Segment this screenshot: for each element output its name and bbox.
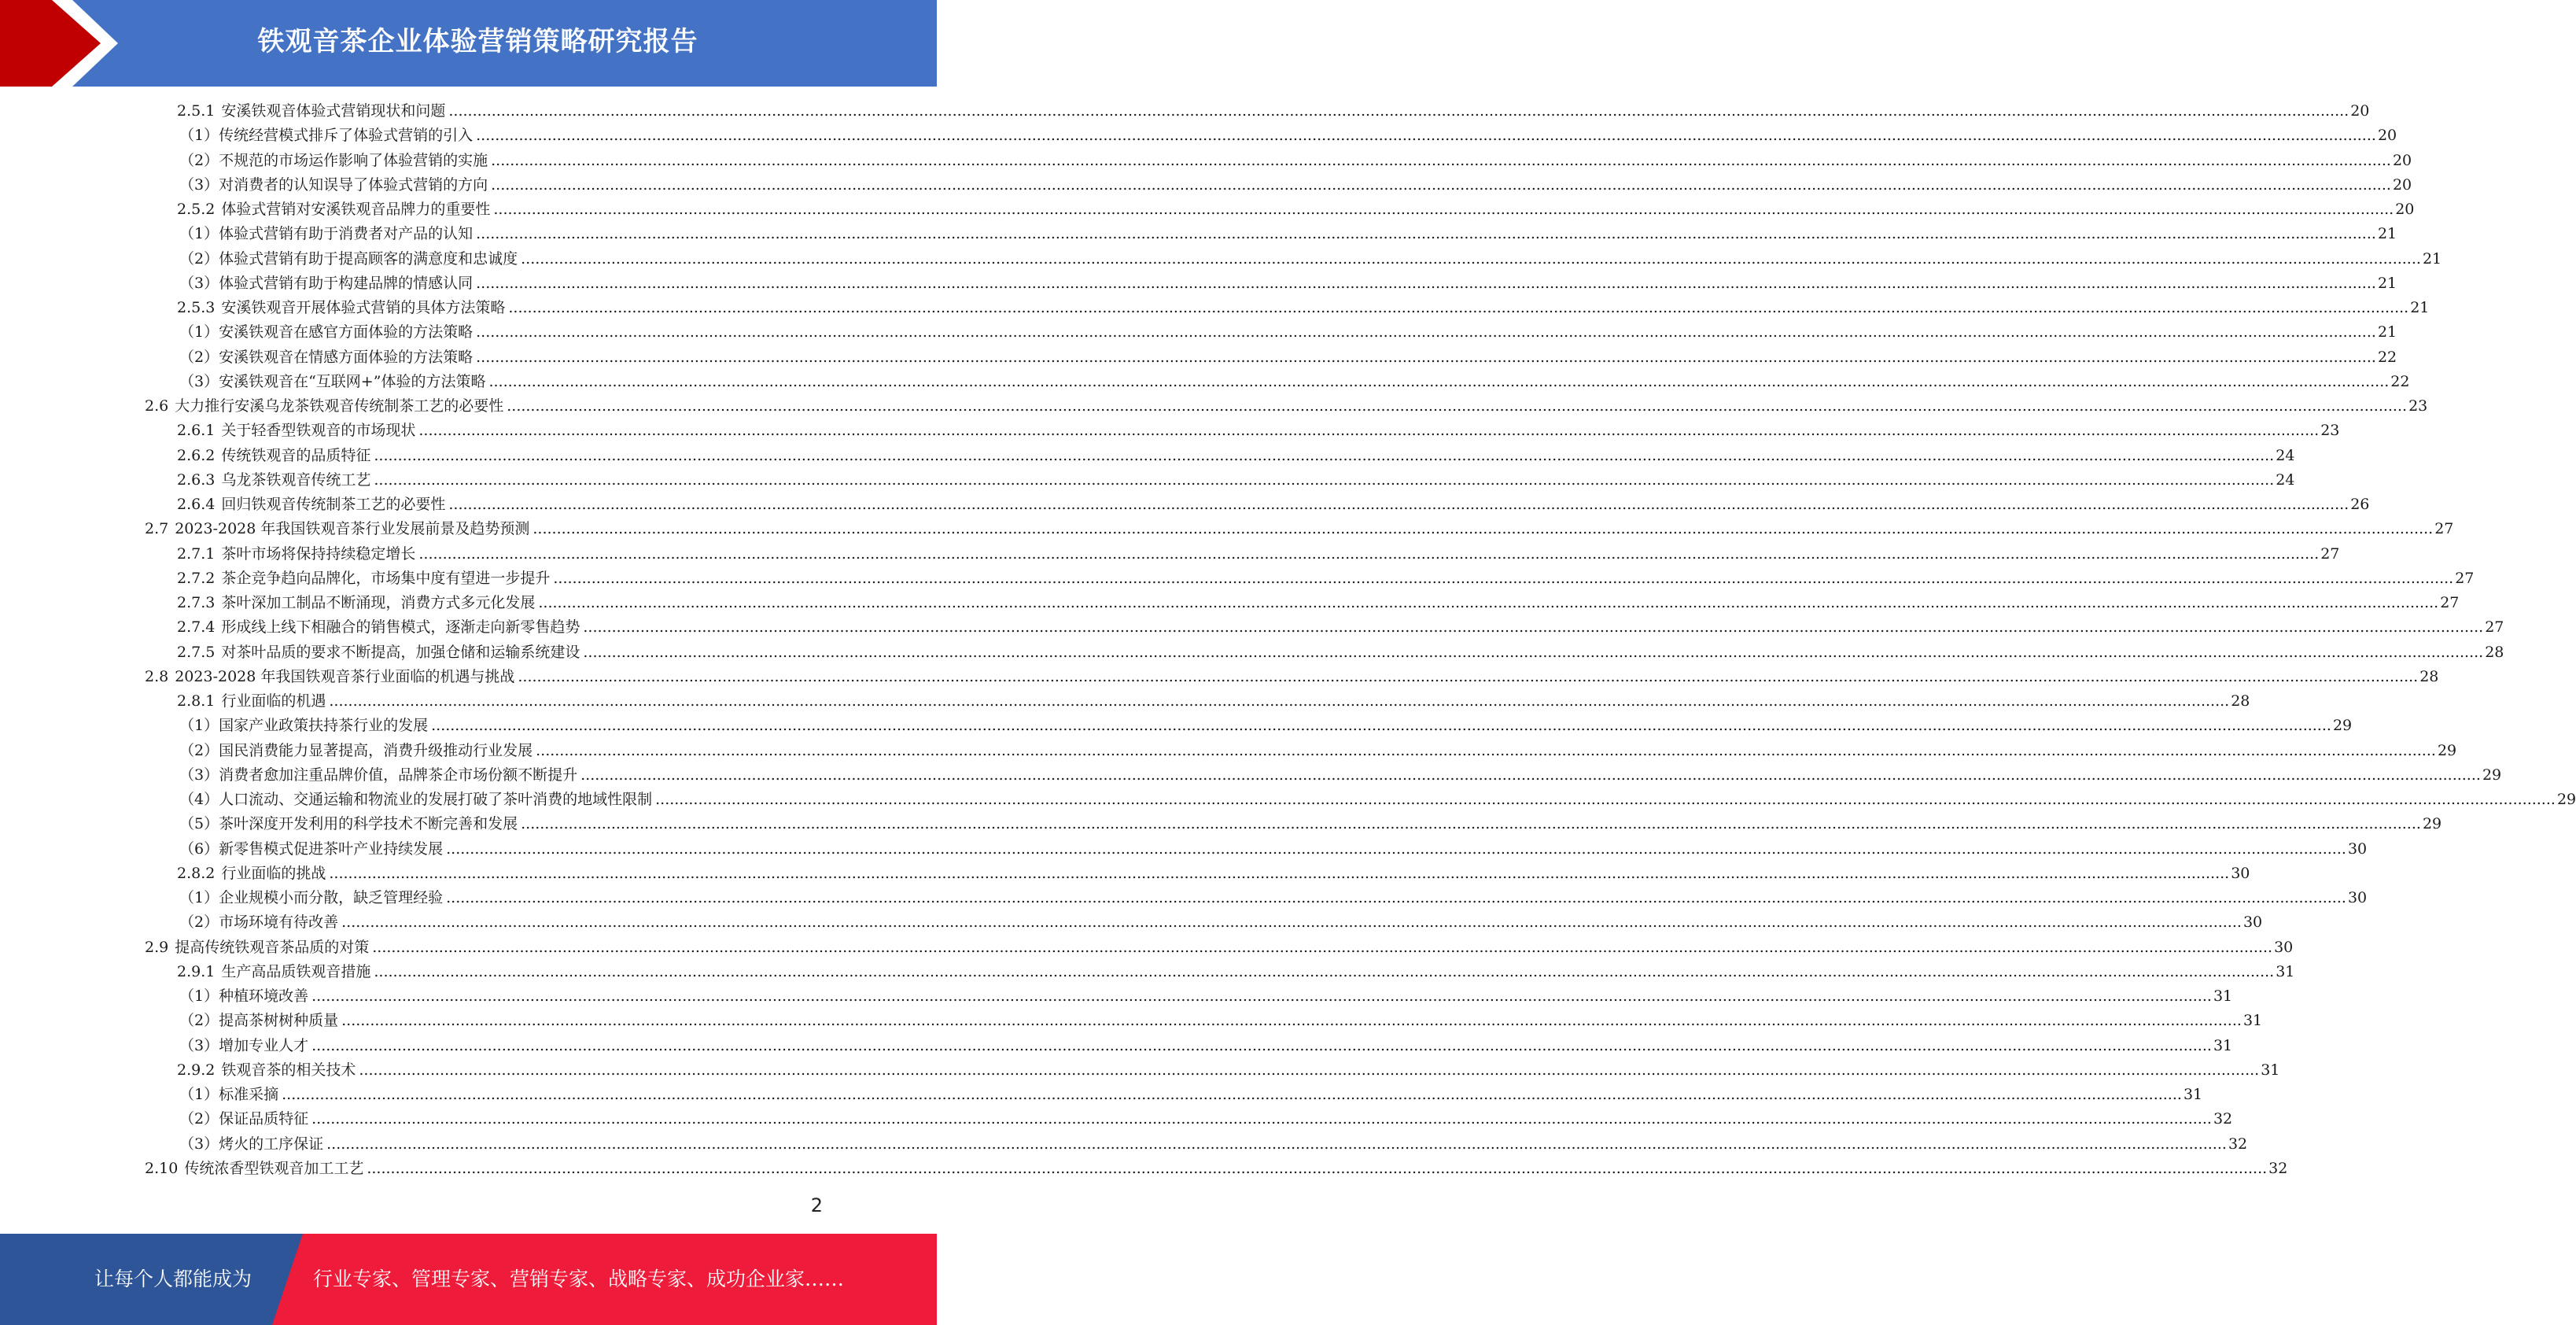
toc-dot-leader: ................................................................................................................................................................................................................................................................................................................................................................................................................ bbox=[448, 102, 2349, 120]
toc-entry[interactable] bbox=[0, 714, 2353, 738]
footer-slogan-left: 让每个人都能成为 bbox=[94, 1268, 252, 1290]
toc-entry-title: 体验式营销有助于提高顾客的满意度和忠诚度 bbox=[219, 249, 518, 268]
toc-entry-title: 2023-2028 年我国铁观音茶行业面临的机遇与挑战 bbox=[175, 667, 515, 685]
toc-entry-title: 茶叶市场将保持持续稳定增长 bbox=[221, 544, 416, 563]
toc-entry-number: （3） bbox=[179, 766, 219, 784]
toc-entry[interactable] bbox=[0, 149, 2412, 173]
toc-entry-number: 2.5.2 bbox=[177, 201, 216, 218]
toc-entry-page: 30 bbox=[2347, 840, 2368, 858]
toc-dot-leader: ................................................................................................................................................................................................................................................................................................................................................................................................................ bbox=[493, 201, 2394, 218]
toc-entry-title: 形成线上线下相融合的销售模式，逐渐走向新零售趋势 bbox=[221, 618, 580, 637]
toc-dot-leader: ................................................................................................................................................................................................................................................................................................................................................................................................................ bbox=[488, 372, 2390, 390]
toc-entry-title: 行业面临的挑战 bbox=[221, 864, 326, 882]
report-title: 铁观音茶企业体验营销策略研究报告 bbox=[257, 26, 698, 57]
toc-entry-number: （3） bbox=[179, 372, 219, 390]
toc-entry[interactable] bbox=[0, 910, 2263, 935]
toc-entry-number: 2.7.2 bbox=[177, 569, 216, 587]
toc-entry[interactable] bbox=[0, 567, 2475, 591]
toc-entry[interactable] bbox=[0, 1157, 2288, 1181]
page-number: 2 bbox=[810, 1194, 823, 1216]
toc-entry-page: 29 bbox=[2332, 717, 2353, 735]
toc-entry-title: 体验式营销有助于消费者对产品的认知 bbox=[219, 225, 474, 243]
toc-entry[interactable] bbox=[0, 468, 2295, 493]
toc-entry-number: 2.6.1 bbox=[177, 422, 216, 440]
toc-entry[interactable] bbox=[0, 1132, 2248, 1157]
toc-entry-page: 24 bbox=[2276, 446, 2295, 464]
toc-entry-page: 27 bbox=[2440, 594, 2460, 611]
toc-entry-title: 新零售模式促进茶叶产业持续发展 bbox=[219, 840, 444, 858]
toc-entry-page: 27 bbox=[2455, 569, 2475, 587]
toc-entry-number: 2.6.4 bbox=[177, 496, 216, 513]
toc-entry-page: 28 bbox=[2419, 667, 2439, 685]
toc-entry[interactable] bbox=[0, 763, 2502, 788]
toc-entry-page: 30 bbox=[2231, 864, 2250, 882]
toc-entry-title: 国民消费能力显著提高，消费升级推动行业发展 bbox=[219, 741, 533, 759]
toc-dot-leader: ................................................................................................................................................................................................................................................................................................................................................................................................................ bbox=[476, 225, 2376, 243]
page-footer bbox=[0, 1234, 937, 1325]
toc-entry[interactable] bbox=[0, 640, 2504, 665]
toc-entry-number: （4） bbox=[179, 791, 219, 808]
toc-dot-leader: ................................................................................................................................................................................................................................................................................................................................................................................................................ bbox=[448, 496, 2349, 513]
toc-entry-number: 2.8.1 bbox=[177, 692, 216, 710]
toc-dot-leader: ................................................................................................................................................................................................................................................................................................................................................................................................................ bbox=[521, 249, 2421, 268]
toc-entry-title: 人口流动、交通运输和物流业的发展打破了茶叶消费的地域性限制 bbox=[219, 791, 653, 808]
toc-dot-leader: ................................................................................................................................................................................................................................................................................................................................................................................................................ bbox=[507, 397, 2408, 415]
toc-entry-number: （2） bbox=[179, 348, 219, 366]
toc-entry[interactable] bbox=[0, 444, 2295, 468]
toc-entry-title: 回归铁观音传统制茶工艺的必要性 bbox=[221, 496, 446, 513]
toc-entry-title: 铁观音茶的相关技术 bbox=[221, 1061, 356, 1079]
toc-entry-number: 2.7.3 bbox=[177, 594, 216, 611]
toc-dot-leader: ................................................................................................................................................................................................................................................................................................................................................................................................................ bbox=[491, 175, 2391, 194]
toc-entry-number: （1） bbox=[179, 717, 219, 735]
toc-entry[interactable] bbox=[0, 788, 2576, 812]
toc-entry[interactable] bbox=[0, 197, 2415, 222]
toc-entry[interactable] bbox=[0, 1058, 2280, 1083]
toc-entry-page: 20 bbox=[2377, 127, 2397, 145]
toc-dot-leader: ................................................................................................................................................................................................................................................................................................................................................................................................................ bbox=[329, 692, 2230, 710]
toc-entry[interactable] bbox=[0, 493, 2370, 517]
toc-entry-title: 消费者愈加注重品牌价值，品牌茶企市场份额不断提升 bbox=[219, 766, 578, 784]
page-header bbox=[0, 0, 937, 87]
toc-dot-leader: ................................................................................................................................................................................................................................................................................................................................................................................................................ bbox=[372, 938, 2273, 956]
toc-dot-leader: ................................................................................................................................................................................................................................................................................................................................................................................................................ bbox=[553, 569, 2454, 587]
toc-entry-title: 茶叶深加工制品不断涌现，消费方式多元化发展 bbox=[221, 594, 536, 611]
toc-entry-number: （2） bbox=[179, 1110, 219, 1128]
toc-dot-leader: ................................................................................................................................................................................................................................................................................................................................................................................................................ bbox=[583, 618, 2484, 637]
toc-entry[interactable] bbox=[0, 615, 2504, 640]
toc-entry-title: 安溪铁观音在“互联网+”体验的方法策略 bbox=[219, 372, 486, 390]
toc-dot-leader: ................................................................................................................................................................................................................................................................................................................................................................................................................ bbox=[311, 1110, 2212, 1128]
toc-entry-number: （5） bbox=[179, 815, 219, 833]
toc-entry-title: 对茶叶品质的要求不断提高，加强仓储和运输系统建设 bbox=[221, 643, 580, 661]
toc-entry-number: （1） bbox=[179, 323, 219, 341]
toc-entry-number: 2.8 bbox=[145, 667, 169, 685]
toc-entry-title: 保证品质特征 bbox=[219, 1110, 309, 1128]
toc-entry[interactable] bbox=[0, 960, 2295, 984]
toc-entry[interactable] bbox=[0, 247, 2442, 271]
toc-entry-page: 29 bbox=[2437, 741, 2457, 759]
toc-dot-leader: ................................................................................................................................................................................................................................................................................................................................................................................................................ bbox=[491, 151, 2391, 169]
toc-entry-number: （1） bbox=[179, 225, 219, 243]
toc-entry[interactable] bbox=[0, 542, 2340, 567]
toc-entry-number: 2.9 bbox=[145, 938, 169, 956]
toc-dot-leader: ................................................................................................................................................................................................................................................................................................................................................................................................................ bbox=[521, 815, 2421, 833]
toc-entry[interactable] bbox=[0, 1009, 2263, 1033]
toc-dot-leader: ................................................................................................................................................................................................................................................................................................................................................................................................................ bbox=[341, 1012, 2242, 1030]
toc-entry-page: 27 bbox=[2434, 520, 2454, 538]
toc-entry-title: 大力推行安溪乌龙茶铁观音传统制茶工艺的必要性 bbox=[175, 397, 504, 415]
toc-entry-page: 31 bbox=[2183, 1086, 2203, 1103]
toc-dot-leader: ................................................................................................................................................................................................................................................................................................................................................................................................................ bbox=[329, 864, 2230, 882]
toc-entry-number: 2.5.3 bbox=[177, 299, 216, 316]
toc-entry-number: （1） bbox=[179, 889, 219, 906]
toc-entry[interactable] bbox=[0, 665, 2439, 689]
toc-entry-title: 增加专业人才 bbox=[219, 1036, 309, 1054]
toc-entry-title: 行业面临的机遇 bbox=[221, 692, 326, 710]
toc-entry[interactable] bbox=[0, 345, 2397, 370]
toc-dot-leader: ................................................................................................................................................................................................................................................................................................................................................................................................................ bbox=[418, 544, 2320, 563]
toc-dot-leader: ................................................................................................................................................................................................................................................................................................................................................................................................................ bbox=[311, 987, 2212, 1005]
toc-entry[interactable] bbox=[0, 689, 2250, 714]
toc-entry[interactable] bbox=[0, 271, 2397, 296]
toc-entry-page: 20 bbox=[2350, 102, 2370, 120]
toc-entry-page: 20 bbox=[2392, 175, 2412, 194]
toc-entry[interactable] bbox=[0, 1107, 2233, 1131]
toc-entry-title: 烤火的工序保证 bbox=[219, 1135, 324, 1153]
footer-slogan-right: 行业专家、管理专家、营销专家、战略专家、成功企业家…… bbox=[313, 1268, 845, 1290]
toc-entry-page: 22 bbox=[2390, 372, 2410, 390]
toc-entry-title: 传统经营模式排斥了体验式营销的引入 bbox=[219, 127, 474, 145]
toc-entry[interactable] bbox=[0, 222, 2397, 246]
toc-dot-leader: ................................................................................................................................................................................................................................................................................................................................................................................................................ bbox=[374, 962, 2275, 980]
toc-dot-leader: ................................................................................................................................................................................................................................................................................................................................................................................................................ bbox=[476, 323, 2376, 341]
toc-dot-leader: ................................................................................................................................................................................................................................................................................................................................................................................................................ bbox=[359, 1061, 2260, 1079]
toc-entry-title: 传统铁观音的品质特征 bbox=[221, 446, 371, 464]
toc-entry[interactable] bbox=[0, 320, 2397, 345]
toc-entry-number: 2.7 bbox=[145, 520, 169, 538]
toc-entry-title: 国家产业政策扶持茶行业的发展 bbox=[219, 717, 429, 735]
toc-entry[interactable] bbox=[0, 591, 2460, 615]
toc-entry-title: 体验式营销对安溪铁观音品牌力的重要性 bbox=[221, 201, 491, 218]
toc-entry-title: 提高传统铁观音茶品质的对策 bbox=[175, 938, 370, 956]
toc-dot-leader: ................................................................................................................................................................................................................................................................................................................................................................................................................ bbox=[476, 127, 2376, 145]
toc-entry[interactable] bbox=[0, 296, 2430, 320]
toc-entry-number: （3） bbox=[179, 274, 219, 292]
toc-entry-page: 27 bbox=[2485, 618, 2504, 637]
toc-dot-leader: ................................................................................................................................................................................................................................................................................................................................................................................................................ bbox=[374, 471, 2275, 489]
toc-entry-page: 20 bbox=[2392, 151, 2412, 169]
toc-entry-title: 乌龙茶铁观音传统工艺 bbox=[221, 471, 371, 489]
toc-entry-title: 传统浓香型铁观音加工工艺 bbox=[184, 1159, 364, 1177]
toc-dot-leader: ................................................................................................................................................................................................................................................................................................................................................................................................................ bbox=[418, 422, 2320, 440]
toc-dot-leader: ................................................................................................................................................................................................................................................................................................................................................................................................................ bbox=[536, 741, 2436, 759]
toc-entry-number: （3） bbox=[179, 1036, 219, 1054]
toc-entry[interactable] bbox=[0, 936, 2294, 960]
toc-entry-page: 24 bbox=[2276, 471, 2295, 489]
toc-entry-page: 31 bbox=[2242, 1012, 2263, 1030]
toc-entry-title: 安溪铁观音体验式营销现状和问题 bbox=[221, 102, 446, 120]
toc-entry[interactable] bbox=[0, 419, 2340, 443]
toc-entry-number: （6） bbox=[179, 840, 219, 858]
toc-entry-number: （2） bbox=[179, 913, 219, 932]
toc-dot-leader: ................................................................................................................................................................................................................................................................................................................................................................................................................ bbox=[311, 1036, 2212, 1054]
toc-entry-number: 2.7.4 bbox=[177, 618, 216, 637]
toc-entry-page: 30 bbox=[2242, 913, 2263, 932]
toc-dot-leader: ................................................................................................................................................................................................................................................................................................................................................................................................................ bbox=[538, 594, 2439, 611]
toc-entry-title: 种植环境改善 bbox=[219, 987, 309, 1005]
toc-entry[interactable] bbox=[0, 862, 2250, 886]
toc-dot-leader: ................................................................................................................................................................................................................................................................................................................................................................................................................ bbox=[367, 1159, 2268, 1177]
toc-entry-number: （1） bbox=[179, 987, 219, 1005]
toc-entry-title: 对消费者的认知误导了体验式营销的方向 bbox=[219, 175, 488, 194]
toc-entry-page: 27 bbox=[2320, 544, 2340, 563]
toc-entry-number: （2） bbox=[179, 741, 219, 759]
toc-entry-number: （2） bbox=[179, 249, 219, 268]
toc-entry-number: （1） bbox=[179, 1086, 219, 1103]
toc-dot-leader: ................................................................................................................................................................................................................................................................................................................................................................................................................ bbox=[476, 274, 2376, 292]
toc-entry[interactable] bbox=[0, 1034, 2233, 1058]
toc-entry-page: 29 bbox=[2556, 791, 2576, 808]
toc-entry[interactable] bbox=[0, 837, 2368, 862]
toc-entry-number: （3） bbox=[179, 1135, 219, 1153]
toc-entry-page: 32 bbox=[2228, 1135, 2248, 1153]
toc-entry-number: 2.6 bbox=[145, 397, 169, 415]
toc-entry-title: 关于轻香型铁观音的市场现状 bbox=[221, 422, 416, 440]
toc-entry-page: 29 bbox=[2422, 815, 2442, 833]
toc-entry[interactable] bbox=[0, 124, 2397, 148]
toc-dot-leader: ................................................................................................................................................................................................................................................................................................................................................................................................................ bbox=[476, 348, 2376, 366]
toc-entry-page: 30 bbox=[2274, 938, 2294, 956]
toc-entry[interactable] bbox=[0, 173, 2412, 197]
toc-entry-title: 生产高品质铁观音措施 bbox=[221, 962, 371, 980]
toc-entry-page: 31 bbox=[2276, 962, 2295, 980]
toc-dot-leader: ................................................................................................................................................................................................................................................................................................................................................................................................................ bbox=[533, 520, 2434, 538]
toc-entry-title: 2023-2028 年我国铁观音茶行业发展前景及趋势预测 bbox=[175, 520, 530, 538]
toc-entry-page: 21 bbox=[2410, 299, 2430, 316]
toc-dot-leader: ................................................................................................................................................................................................................................................................................................................................................................................................................ bbox=[580, 766, 2481, 784]
toc-entry-title: 安溪铁观音在感官方面体验的方法策略 bbox=[219, 323, 474, 341]
toc-entry[interactable] bbox=[0, 99, 2370, 124]
toc-entry-number: （2） bbox=[179, 151, 219, 169]
toc-entry-number: （1） bbox=[179, 127, 219, 145]
toc-entry-title: 市场环境有待改善 bbox=[219, 913, 339, 932]
toc-dot-leader: ................................................................................................................................................................................................................................................................................................................................................................................................................ bbox=[282, 1086, 2182, 1103]
toc-entry-number: 2.7.1 bbox=[177, 544, 216, 563]
toc-entry-title: 企业规模小而分散，缺乏管理经验 bbox=[219, 889, 444, 906]
toc-entry-page: 31 bbox=[2213, 1036, 2233, 1054]
toc-entry-page: 22 bbox=[2377, 348, 2397, 366]
toc-entry[interactable] bbox=[0, 984, 2233, 1009]
toc-entry-page: 31 bbox=[2261, 1061, 2280, 1079]
toc-entry-title: 不规范的市场运作影响了体验营销的实施 bbox=[219, 151, 488, 169]
toc-entry-title: 体验式营销有助于构建品牌的情感认同 bbox=[219, 274, 474, 292]
toc-entry-number: 2.5.1 bbox=[177, 102, 216, 120]
toc-entry-page: 32 bbox=[2268, 1159, 2288, 1177]
toc-dot-leader: ................................................................................................................................................................................................................................................................................................................................................................................................................ bbox=[431, 717, 2331, 735]
toc-entry-number: 2.7.5 bbox=[177, 643, 216, 661]
toc-entry[interactable] bbox=[0, 517, 2454, 541]
toc-dot-leader: ................................................................................................................................................................................................................................................................................................................................................................................................................ bbox=[508, 299, 2409, 316]
toc-entry-number: （3） bbox=[179, 175, 219, 194]
toc-entry-page: 32 bbox=[2213, 1110, 2233, 1128]
toc-entry-page: 21 bbox=[2377, 274, 2397, 292]
toc-entry-title: 标准采摘 bbox=[219, 1086, 279, 1103]
toc-entry[interactable] bbox=[0, 739, 2457, 763]
toc-dot-leader: ................................................................................................................................................................................................................................................................................................................................................................................................................ bbox=[446, 840, 2346, 858]
toc-dot-leader: ................................................................................................................................................................................................................................................................................................................................................................................................................ bbox=[518, 667, 2419, 685]
toc-entry-title: 安溪铁观音在情感方面体验的方法策略 bbox=[219, 348, 474, 366]
toc-entry-number: （2） bbox=[179, 1012, 219, 1030]
toc-entry-page: 31 bbox=[2213, 987, 2233, 1005]
toc-dot-leader: ................................................................................................................................................................................................................................................................................................................................................................................................................ bbox=[326, 1135, 2227, 1153]
toc-dot-leader: ................................................................................................................................................................................................................................................................................................................................................................................................................ bbox=[655, 791, 2556, 808]
toc-entry-number: 2.10 bbox=[145, 1159, 179, 1177]
toc-entry-title: 茶叶深度开发利用的科学技术不断完善和发展 bbox=[219, 815, 518, 833]
toc-entry-number: 2.6.2 bbox=[177, 446, 216, 464]
toc-entry-page: 23 bbox=[2408, 397, 2428, 415]
toc-entry-page: 28 bbox=[2485, 643, 2504, 661]
toc-entry-page: 26 bbox=[2350, 496, 2370, 513]
toc-dot-leader: ................................................................................................................................................................................................................................................................................................................................................................................................................ bbox=[341, 913, 2242, 932]
toc-dot-leader: ................................................................................................................................................................................................................................................................................................................................................................................................................ bbox=[446, 889, 2346, 906]
toc-entry-number: 2.8.2 bbox=[177, 864, 216, 882]
toc-entry[interactable] bbox=[0, 886, 2368, 910]
toc-entry-page: 21 bbox=[2422, 249, 2442, 268]
toc-entry[interactable] bbox=[0, 1083, 2203, 1107]
toc-entry[interactable] bbox=[0, 394, 2428, 419]
toc-entry-title: 茶企竞争趋向品牌化，市场集中度有望进一步提升 bbox=[221, 569, 551, 587]
toc-entry-number: 2.9.2 bbox=[177, 1061, 216, 1079]
toc-entry-page: 21 bbox=[2377, 323, 2397, 341]
toc-entry-page: 20 bbox=[2395, 201, 2415, 218]
toc-entry-number: 2.6.3 bbox=[177, 471, 216, 489]
toc-entry-page: 21 bbox=[2377, 225, 2397, 243]
toc-entry-page: 23 bbox=[2320, 422, 2340, 440]
toc-dot-leader: ................................................................................................................................................................................................................................................................................................................................................................................................................ bbox=[583, 643, 2484, 661]
toc-entry-number: 2.9.1 bbox=[177, 962, 216, 980]
toc-entry-page: 28 bbox=[2231, 692, 2250, 710]
toc-entry-page: 30 bbox=[2347, 889, 2368, 906]
toc-entry-title: 提高茶树树种质量 bbox=[219, 1012, 339, 1030]
toc-dot-leader: ................................................................................................................................................................................................................................................................................................................................................................................................................ bbox=[374, 446, 2275, 464]
toc-entry[interactable] bbox=[0, 812, 2442, 836]
toc-entry-title: 安溪铁观音开展体验式营销的具体方法策略 bbox=[221, 299, 506, 316]
toc-entry-page: 29 bbox=[2482, 766, 2502, 784]
toc-entry[interactable] bbox=[0, 370, 2410, 394]
